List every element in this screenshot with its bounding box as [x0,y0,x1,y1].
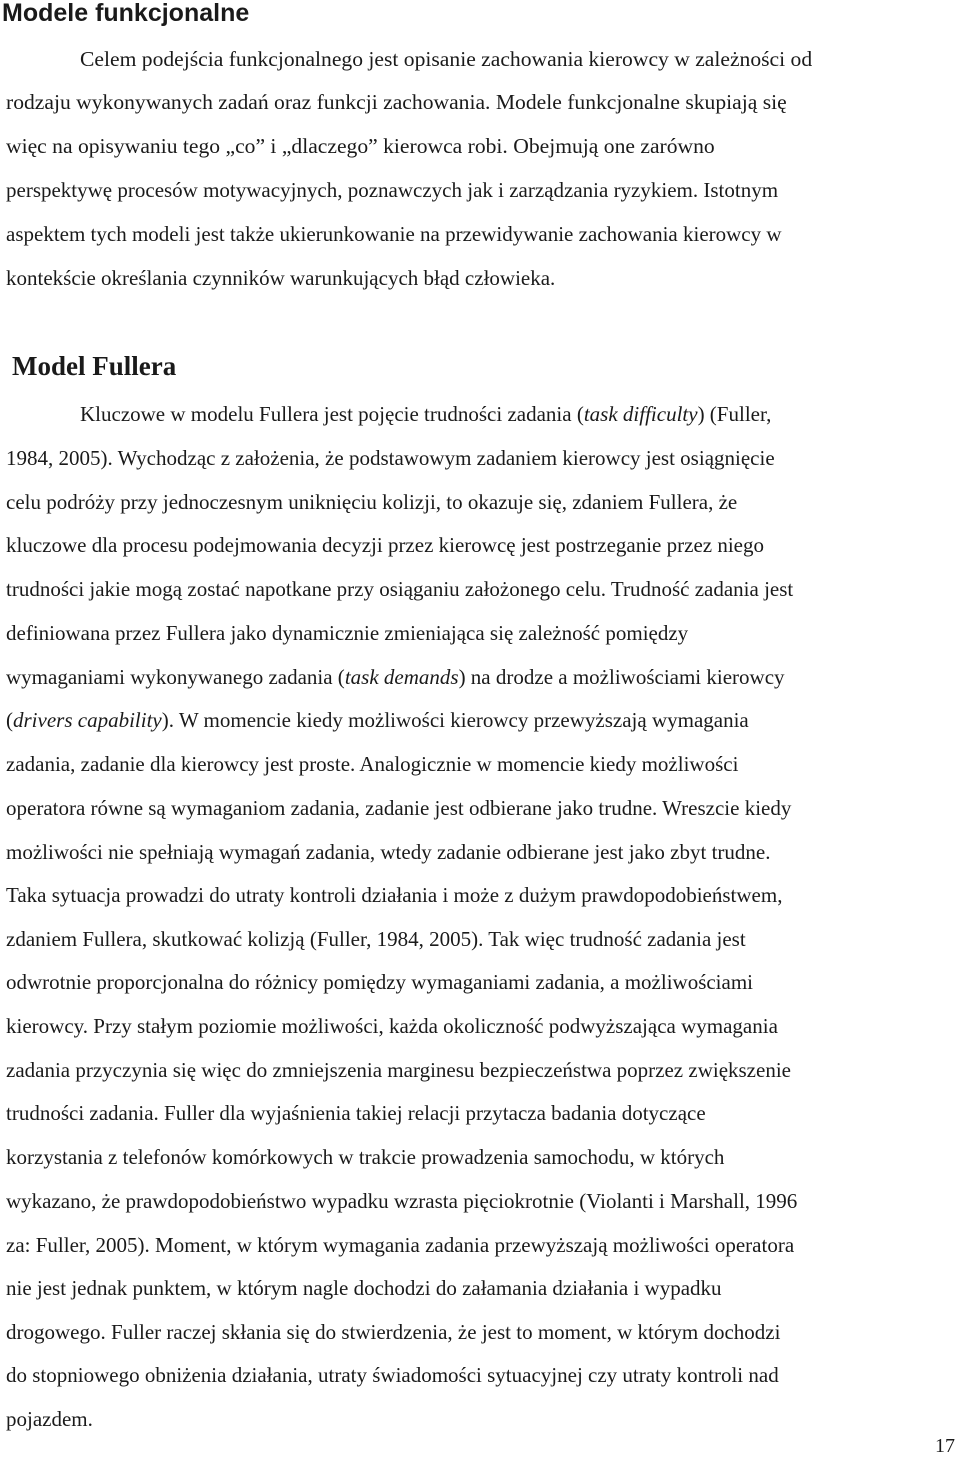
paragraph-line: odwrotnie proporcjonalna do różnicy pomiędzy wymaganiami zadania, a możliwościami [6,970,754,994]
section-heading-fuller-model: Model Fullera [12,351,177,381]
paragraph-line: rodzaju wykonywanych zadań oraz funkcji zachowania. Modele funkcjonalne skupiają się [6,90,787,114]
paragraph-line [6,663,785,691]
text-run: ) (Fuller, [697,402,772,426]
paragraph-line: 1984, 2005). Wychodząc z założenia, że podstawowym zadaniem kierowcy jest osiągnięcie [6,446,775,470]
paragraph-line: Celem podejścia funkcjonalnego jest opisanie zachowania kierowcy w zależności od [80,47,813,71]
paragraph-line: definiowana przez Fullera jako dynamicznie zmieniająca się zależność pomiędzy [6,621,689,645]
text-run: ). W momencie kiedy możliwości kierowcy przewyższają wymagania [161,708,749,732]
paragraph-line: zadania, zadanie dla kierowcy jest proste. Analogicznie w momencie kiedy możliwości [6,752,739,776]
section-heading-functional-models: Modele funkcjonalne [2,0,250,27]
paragraph-line: Taka sytuacja prowadzi do utraty kontroli działania i może z dużym prawdopodobieństwem, [6,883,783,907]
paragraph-line [80,400,771,428]
text-run: ) na drodze a możliwościami kierowcy [458,665,785,689]
paragraph-line: operatora równe są wymaganiom zadania, zadanie jest odbierane jako trudne. Wreszcie kiedy [6,796,792,820]
italic-term-drivers-capability: drivers capability [13,708,162,732]
paragraph-line: zadania przyczynia się więc do zmniejszenia marginesu bezpieczeństwa poprzez zwiększenie [6,1058,791,1082]
paragraph-line: więc na opisywaniu tego „co” i „dlaczego” kierowca robi. Obejmują one zarówno [6,134,715,158]
paragraph-line: wykazano, że prawdopodobieństwo wypadku wzrasta pięciokrotnie (Violanti i Marshall, 1996 [6,1189,798,1213]
text-run: Kluczowe w modelu Fullera jest pojęcie trudności zadania ( [80,402,584,426]
paragraph-line: nie jest jednak punktem, w którym nagle dochodzi do załamania działania i wypadku [6,1276,722,1300]
paragraph-line: kierowcy. Przy stałym poziomie możliwości, każda okoliczność podwyższająca wymagania [6,1014,778,1038]
paragraph-line: za: Fuller, 2005). Moment, w którym wymagania zadania przewyższają możliwości operatora [6,1233,795,1257]
text-run: wymaganiami wykonywanego zadania ( [6,665,345,689]
paragraph-line: drogowego. Fuller raczej skłania się do stwierdzenia, że jest to moment, w którym dochodzi [6,1320,781,1344]
paragraph-line: trudności zadania. Fuller dla wyjaśnienia takiej relacji przytacza badania dotyczące [6,1101,706,1125]
paragraph-line: aspektem tych modeli jest także ukierunkowanie na przewidywanie zachowania kierowcy w [6,222,782,246]
paragraph-line: do stopniowego obniżenia działania, utraty świadomości sytuacyjnej czy utraty kontroli nad [6,1363,779,1387]
paragraph-line: korzystania z telefonów komórkowych w trakcie prowadzenia samochodu, w których [6,1145,725,1169]
paragraph-line [6,706,749,734]
paragraph-line: trudności jakie mogą zostać napotkane przy osiąganiu założonego celu. Trudność zadania jest [6,577,794,601]
paragraph-line: możliwości nie spełniają wymagań zadania, wtedy zadanie odbierane jest jako zbyt trudne. [6,840,771,864]
italic-term-task-demands: task demands [344,665,459,689]
paragraph-line: kontekście określania czynników warunkujących błąd człowieka. [6,266,556,290]
paragraph-line: celu podróży przy jednoczesnym uniknięciu kolizji, to okazuje się, zdaniem Fullera, że [6,490,738,514]
paragraph-line: kluczowe dla procesu podejmowania decyzji przez kierowcę jest postrzeganie przez niego [6,533,764,557]
paragraph-line: zdaniem Fullera, skutkować kolizją (Fuller, 1984, 2005). Tak więc trudność zadania jest [6,927,746,951]
italic-term-task-difficulty: task difficulty [583,402,698,426]
text-run: ( [6,708,13,732]
paragraph-line: perspektywę procesów motywacyjnych, poznawczych jak i zarządzania ryzykiem. Istotnym [6,178,779,202]
paragraph-line: pojazdem. [6,1407,93,1431]
page-number: 17 [935,1435,955,1457]
